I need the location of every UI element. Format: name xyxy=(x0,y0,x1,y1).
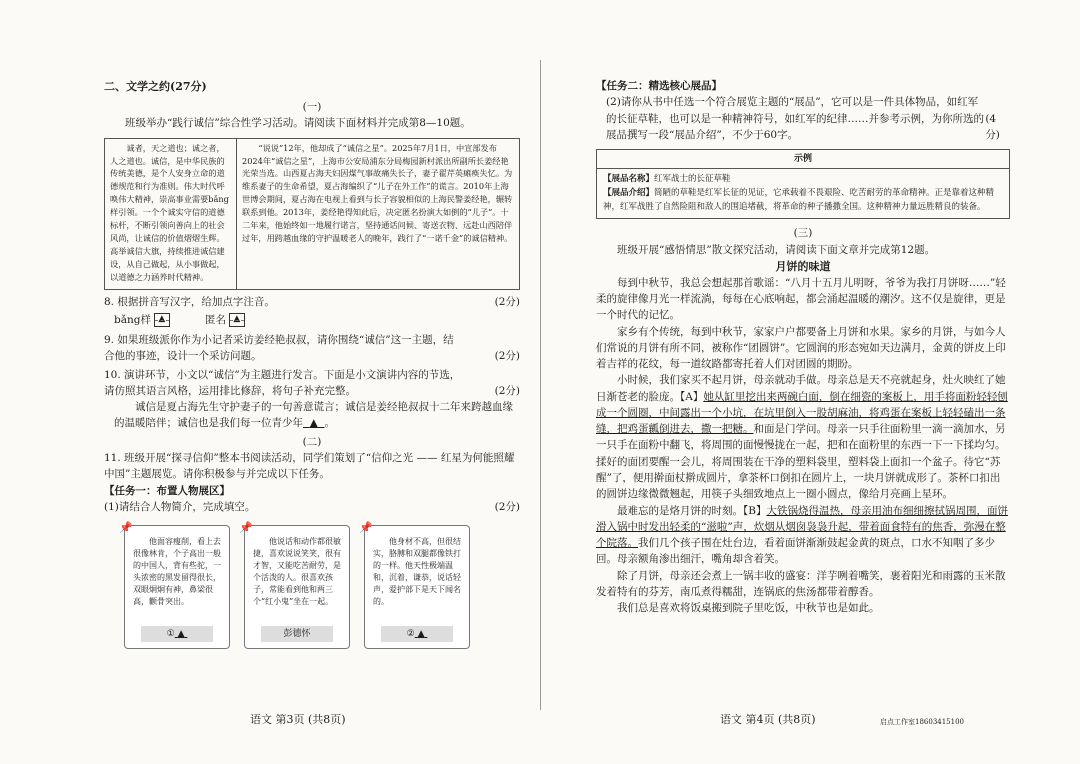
example-title: 示例 xyxy=(597,150,1009,169)
q10-text: 诚信是夏占海先生守护妻子的一句善意谎言；诚信是姜经艳叔叔十二年来跨越血缘的温暖陪伴；诚信也是我们每一位青少年 ▲ 。 xyxy=(114,401,513,430)
material-box xyxy=(104,138,520,290)
underlined-passage-b: 大铁锅烧得温热，母亲用油布细细擦拭锅周围，面饼滑入锅中时发出轻柔的“滋啦”声，炊烟从烟囱袅袅升起，带着面食特有的焦香，弥漫在整个院落。 xyxy=(596,504,1008,550)
right-page-footer: 语文 第4页 (共8页) xyxy=(720,712,816,726)
question-8: 8. 根据拼音写汉字，给加点字注音。 (2分) xyxy=(104,295,520,308)
essay-title: 月饼的味道 xyxy=(775,259,831,273)
question-11-2: (2)请你从书中任选一个符合展览主题的“展品”，它可以是一件具体物品，如红军的长征草鞋，也可以是一种精神符号，如红军的纪律……并参考示例，为你所选的展品撰写一段“展品介绍”，不少于60字。 (4分) xyxy=(606,96,1000,141)
question-9: 9. 如果班级派你作为小记者采访姜经艳叔叔，请你围绕“诚信”这一主题，结合他的事迹，设计一个采访问题。 (2分) xyxy=(104,334,520,363)
right-page xyxy=(540,0,1080,764)
left-page-footer: 语文 第3页 (共8页) xyxy=(250,712,346,726)
part3-intro: 班级开展“感悟情思”散文探究活动，请阅读下面文章并完成第12题。 xyxy=(617,243,936,256)
example-intro: 【展品介绍】简陋的草鞋是红军长征的见证，它承载着不畏艰险、吃苦耐劳的革命精神。正是靠着这种精神，红军战胜了自然险阻和敌人的围追堵截，将革命的种子播撒全国。这种精神力量远胜精良的装备。 xyxy=(603,188,995,212)
task1-title: 【任务一：布置人物展区】 xyxy=(104,484,230,497)
pushpin-icon: 📌 xyxy=(239,521,253,535)
character-card-2: 📌 他说话和动作都很敏捷，喜欢说说笑笑，很有才智，又能吃苦耐劳，是个活泼的人。很喜欢孩子，常能看到他和两三个“红小鬼”坐在一起。 彭德怀 xyxy=(244,525,350,649)
character-card-3: 📌 他身材不高，但很结实，胳膊和双腿都像铁打的一样。他天性极端温和，沉着，谦恭，说话轻声，爱护部下是天下闻名的。 ② ▲ xyxy=(364,525,470,649)
card-1-caption[interactable]: ① ▲ xyxy=(141,626,213,642)
essay-paragraph-3: 小时候，我们家买不起月饼，母亲就动手做。母亲总是天不亮就起身，灶火映红了她日渐苍老的脸庞。【A】她从缸里挖出来两碗白面，倒在细瓷的案板上，用手将面粉轻轻刨成一个圆圈，中间露出一个小坑，在坑里倒入一股胡麻油，将鸡蛋在案板上轻轻磕出一条缝，把鸡蛋瓤倒进去，撒一把糖。和面是门学问。母亲一只手往面粉里一滴一滴加水，另一只手在面粉中翻飞，将周围的面慢慢拢在一起，把和在面粉里的东西一下一下揉均匀。揉好的面团要醒一会儿，将周围装在干净的塑料袋里，塑料袋上面扣一个盆子。待它“苏醒”了，便用擀面杖擀成圆片，拿茶杯口倒扣在圆片上，一块月饼就成形了。茶杯口扣出的圆饼边缘微微翘起，用筷子头细致地点上一圈小圆点，像给月亮画上星环。 xyxy=(596,374,1008,501)
essay-paragraph-1: 每到中秋节，我总会想起那首歌谣：“八月十五月儿明呀，爷爷为我打月饼呀……”轻柔的旋律像月光一样流淌，每每在心底响起，都会涌起温暖的潮汐。这不仅是旋律，更是一个时代的记忆。 xyxy=(596,276,1006,322)
studio-credit: 启点工作室18603415100 xyxy=(880,718,964,727)
q8-blanks: bǎng样 ▲ 匿名 ▲ xyxy=(104,312,520,328)
q10-blank[interactable]: ▲ xyxy=(309,417,318,430)
character-card-1: 📌 他面容瘦削，看上去很像林肯，个子高出一般的中国人，背有些驼，一头浓密的黑发留得很长，双眼炯炯有神，鼻梁很高，颧骨突出。 ① ▲ xyxy=(124,525,230,649)
question-10: 10. 演讲环节，小文以“诚信”为主题进行发言。下面是小文演讲内容的节选，请仿照其语言风格，运用排比修辞，将句子补充完整。 (2分) xyxy=(104,368,520,397)
underlined-passage-a: 她从缸里挖出来两碗白面，倒在细瓷的案板上，用手将面粉轻轻刨成一个圆圈，中间露出一个小坑，在坑里倒入一股胡麻油，将鸡蛋在案板上轻轻磕出一条缝，把鸡蛋瓤倒进去，撒一把糖。 xyxy=(596,390,1008,436)
essay-paragraph-4: 最难忘的是烙月饼的时刻。【B】大铁锅烧得温热，母亲用油布细细擦拭锅周围，面饼滑入锅中时发出轻柔的“滋啦”声，炊烟从烟囱袅袅升起，带着面食特有的焦香，弥漫在整个院落。我们几个孩子围在灶台边，看着面饼渐渐鼓起金黄的斑点，口水不知咽了多少回。母亲额角渗出细汗，嘴角却含着笑。 xyxy=(596,504,1008,566)
material-column-1: 诚者，天之道也；诚之者，人之道也。诚信，是中华民族的传统美德，是个人安身立命的道德规范和行为准则。伟大时代呼唤伟大精神，崇高事业需要bǎng样引领。一个个诚实守信的道德标杆，不断引领向善向上的社会风尚，让诚信的价值熠熠生辉。高举诚信大旗，持续推进诚信建设，从自己做起，从小事做起，以道德之力涵养时代精神。 xyxy=(105,139,237,289)
material-column-2: “说说”12年，他却成了“诚信之星”。2025年7月1日，中宣部发布2024年“诚信之星”，上海市公安局浦东分局梅园新村派出所副所长姜经艳光荣当选。山西夏占海夫妇因煤气事故痛失长子，妻子翟芹英瘫痪失忆。为维系妻子的生命希望，夏占海编织了“儿子在外工作”的谎言。2010年上海世博会期间，夏占海在电视上看到与长子容貌相似的上海民警姜经艳，辗转联系到他。2013年，姜经艳得知此后，决定匿名扮演大如倒的“儿子”。十二年来，他始终如一地履行诺言，坚持通话问候、寄送衣物、远赴山西陪伴过年，用跨越血缘的守护温暖老人的晚年，践行了“一诺千金”的诚信精神。 xyxy=(242,142,513,244)
question-11: 11. 班级开展“探寻信仰”整本书阅读活动，同学们策划了“信仰之光 —— 红星为何能照耀中国”主题展览。请你积极参与并完成以下任务。 xyxy=(104,451,515,481)
part1-heading: (一) xyxy=(302,101,322,114)
pushpin-icon: 📌 xyxy=(119,521,133,535)
essay-paragraph-5: 除了月饼，母亲还会煮上一锅丰收的盛宴：洋芋咧着嘴笑，裹着阳光和雨露的玉米散发着特有的芬芳，南瓜煮得糯甜，连锅底的焦汤都带着醇香。 xyxy=(596,569,1006,598)
card-3-caption[interactable]: ② ▲ xyxy=(381,626,453,642)
character-cards xyxy=(104,521,520,649)
intro-text: 班级举办“践行诚信”综合性学习活动。请阅读下面材料并完成第8—10题。 xyxy=(125,117,471,130)
question-11-1: (1)请结合人物简介，完成填空。 (2分) xyxy=(104,500,520,513)
example-name: 【展品名称】红军战士的长征草鞋 xyxy=(603,174,731,185)
essay-paragraph-2: 家乡有个传统，每到中秋节，家家户户都要备上月饼和水果。家乡的月饼，与如今人们常说的月饼有所不同，被称作“团圆饼”。它圆润的形态宛如天边满月，金黄的饼皮上印着吉祥的花纹，每一道纹路都寄托着人们对团圆的期盼。 xyxy=(596,325,1006,371)
example-box xyxy=(596,149,1010,219)
answer-box-2[interactable] xyxy=(229,313,245,327)
answer-box-1[interactable] xyxy=(154,313,170,327)
essay-paragraph-6: 我们总是喜欢将饭桌搬到院子里吃饭，中秋节也是如此。 xyxy=(617,602,880,615)
card-2-caption: 彭德怀 xyxy=(261,626,333,642)
pushpin-icon: 📌 xyxy=(359,521,373,535)
section-title: 二、文学之约(27分) xyxy=(104,80,207,93)
task2-title: 【任务二：精选核心展品】 xyxy=(596,80,722,92)
part3-heading: (三) xyxy=(793,227,813,240)
part2-heading: (二) xyxy=(302,435,322,448)
